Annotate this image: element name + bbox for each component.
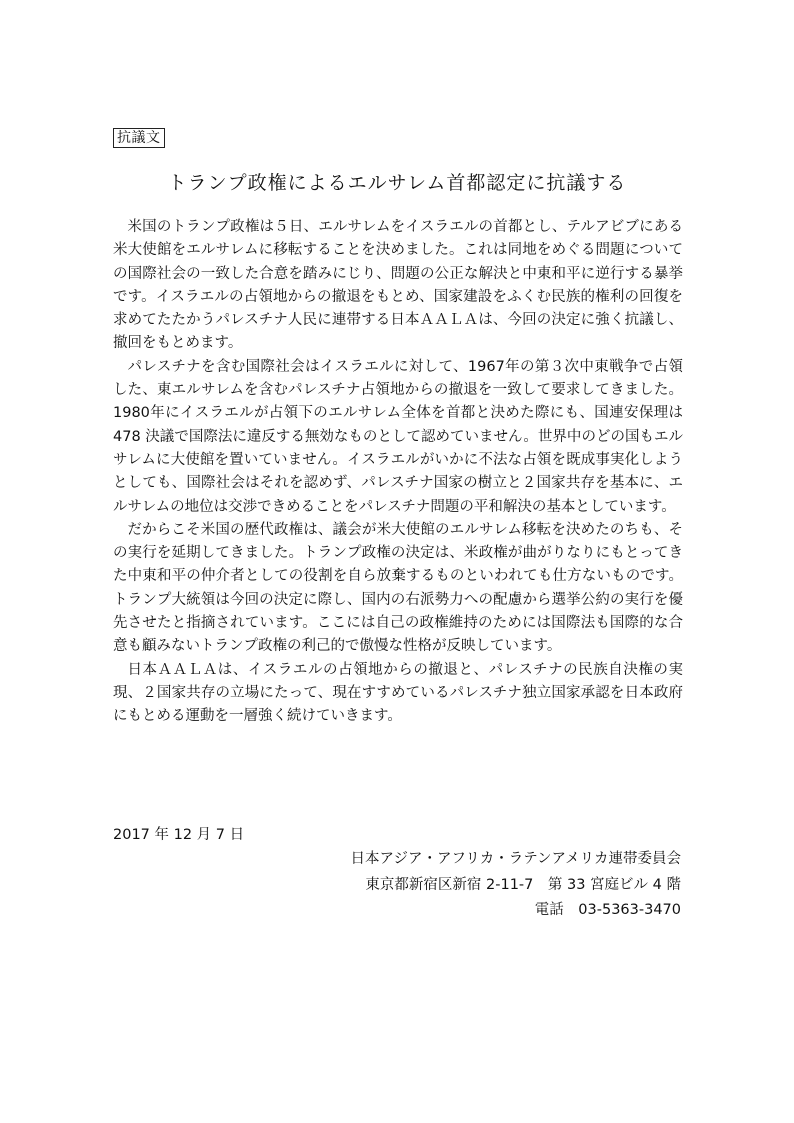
organization-address: 東京都新宿区新宿 2-11-7 第 33 宮庭ビル 4 階 — [365, 876, 681, 893]
document-title: トランプ政権によるエルサレム首都認定に抗議する — [167, 172, 627, 194]
document-body — [113, 216, 683, 729]
body-paragraph: 米国のトランプ政権は５日、エルサレムをイスラエルの首都とし、テルアビブにある米大使館をエルサレムに移転することを決めました。これは同地をめぐる問題についての国際社会の一致した合意を踏みにじり、問題の公正な解決と中東和平に逆行する暴挙です。イスラエルの占領地からの撤退をもとめ、国家建設をふくむ民族的権利の回復を求めてたたかうパレスチナ人民に連帯する日本ＡＡＬＡは、今回の決定に強く抗議し、撤回をもとめます。 — [113, 219, 683, 352]
organization-phone: 電話 03-5363-3470 — [534, 902, 681, 918]
document-date: 2017 年 12 月 7 日 — [113, 827, 245, 843]
body-paragraph: パレスチナを含む国際社会はイスラエルに対して、1967年の第３次中東戦争で占領した、東エルサレムを含むパレスチナ占領地からの撤退を一致して要求してきました。1980年にイスラエルが占領下のエルサレム全体を首都と決めた際にも、国連安保理は 478 決議で国際法に違反する無効なものとして認めていません。世界中のどの国もエルサレムに大使館を置いていません。イスラエルがいかに不法な占領を既成事実化しようとしても、国際社会はそれを認めず、パレスチナ国家の樹立と２国家共存を基本に、エルサレムの地位は交渉できめることをパレスチナ問題の平和解決の基本としています。 — [113, 358, 683, 515]
body-paragraph: 日本ＡＡＬＡは、イスラエルの占領地からの撤退と、パレスチナの民族自決権の実現、２国家共存の立場にたって、現在すすめているパレスチナ独立国家承認を日本政府にもとめる運動を一層強く続けていきます。 — [113, 661, 683, 725]
organization-name: 日本アジア・アフリカ・ラテンアメリカ連帯委員会 — [350, 851, 681, 867]
body-paragraph: だからこそ米国の歴代政権は、議会が米大使館のエルサレム移転を決めたのちも、その実行を延期してきました。トランプ政権の決定は、米政権が曲がりなりにもとってきた中東和平の仲介者としての役割を自ら放棄するものといわれても仕方ないものです。トランプ大統領は今回の決定に際し、国内の右派勢力への配慮から選挙公約の実行を優先させたと指摘されています。ここには自己の政権維持のためには国際法も国際的な合意も顧みないトランプ政権の利己的で傲慢な性格が反映しています。 — [113, 521, 683, 655]
signature-block — [351, 847, 681, 924]
document-type-label: 抗議文 — [113, 128, 165, 148]
